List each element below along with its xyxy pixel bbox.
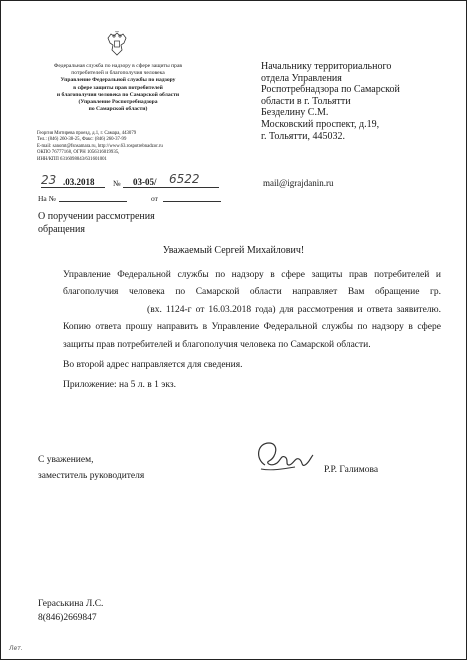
signer-name: Р.Р. Галимова [324,465,379,475]
body-paragraph-1-part-b: (вх. 1124-г от 16.03.2018 года) для рассмотрения и ответа заявителю. Копию ответа прошу направить в Управление Федеральной службы по надзору в сфере защиты прав потребителей и благополучия человека по Самарской области. [63,304,442,350]
body-paragraph-2: Во второй адрес направляется для сведения. [63,360,243,371]
contact-line: E-mail: sanomt@fsnsamara.ru, http://www.63.rospotrebnadzor.ru [37,143,163,149]
signer-title: заместитель руководителя [38,471,145,481]
issuer-bold-line: и благополучия человека по Самарской области [56,91,180,98]
addressee-line: Роспотребнадзора по Самарской [261,84,400,96]
contact-line: Тел.: (846) 260-38-25, Факс: (846) 260-37-99 [37,137,127,143]
handwritten-signature [251,435,315,477]
coat-of-arms-emblem [104,31,130,57]
closing: С уважением, [38,455,94,465]
subject-block [38,211,188,236]
body-paragraph-1 [63,267,441,354]
body-paragraph-3: Приложение: на 5 л. в 1 экз. [63,380,176,391]
addressee-line: г. Тольятти, 445032. [261,130,345,142]
ref-date-label: от [151,194,158,203]
addressee-block [261,61,451,142]
addressee-line: Начальнику территориального [261,61,392,72]
reg-number-label: № [113,179,121,188]
ref-number-label: На № [38,194,56,203]
addressee-email: mail@igrajdanin.ru [263,178,334,188]
addressee-line: Безделину С.М. [261,107,329,119]
reg-date-field [41,175,105,188]
issuer-bold-line: в сфере защиты прав потребителей [73,84,163,91]
addressee-line: области в г. Тольятти [261,95,351,107]
addressee-line: Московский проспект, д.19, [261,118,380,130]
reg-date-handwritten: 23 [41,173,57,187]
ref-date-line [163,201,221,202]
issuer-bold-line: по Самарской области) [88,106,148,113]
issuer-line: Федеральная служба по надзору в сфере защиты прав [53,63,183,69]
reg-number-field [123,172,219,188]
body-paragraph-1-part-a: Управление Федеральной службы по надзору в сфере защиты прав потребителей и благополучия человека по Самарской области направляет Вам обращение гр. [63,270,441,298]
issuer-line: потребителей и благополучия человека [71,70,165,77]
signature-block [38,453,144,483]
reg-date-printed: .03.2018 [63,177,95,187]
corner-mark: Лет. [9,645,23,652]
executor-block [38,598,103,624]
issuer-contacts [37,131,197,163]
addressee-line: отдела Управления [261,72,342,84]
contact-line: ОКПО 76777168, ОГРН 1056316019935, [37,150,120,156]
salutation: Уважаемый Сергей Михайлович! [162,245,305,256]
issuer-bold-line: (Управление Роспотребнадзора [78,99,158,106]
issuer-block [23,63,213,113]
contact-line: ИНН/КПП 6316098843/631601001 [37,156,107,162]
ref-number-line [59,201,127,202]
subject-line: О поручении рассмотрения [38,211,155,222]
letter-body [63,267,441,395]
executor-phone: 8(846)2669847 [38,613,97,623]
reg-number-handwritten: 6522 [169,172,200,186]
subject-line: обращения [38,223,85,235]
executor-name: Гераськина Л.С. [38,599,104,609]
reg-number-printed: 03-05/ [133,177,157,187]
contact-line: Георгия Митирева проезд, д.1, г. Самара, 443079 [37,131,137,136]
issuer-bold-line: Управление Федеральной службы по надзору [60,77,176,84]
